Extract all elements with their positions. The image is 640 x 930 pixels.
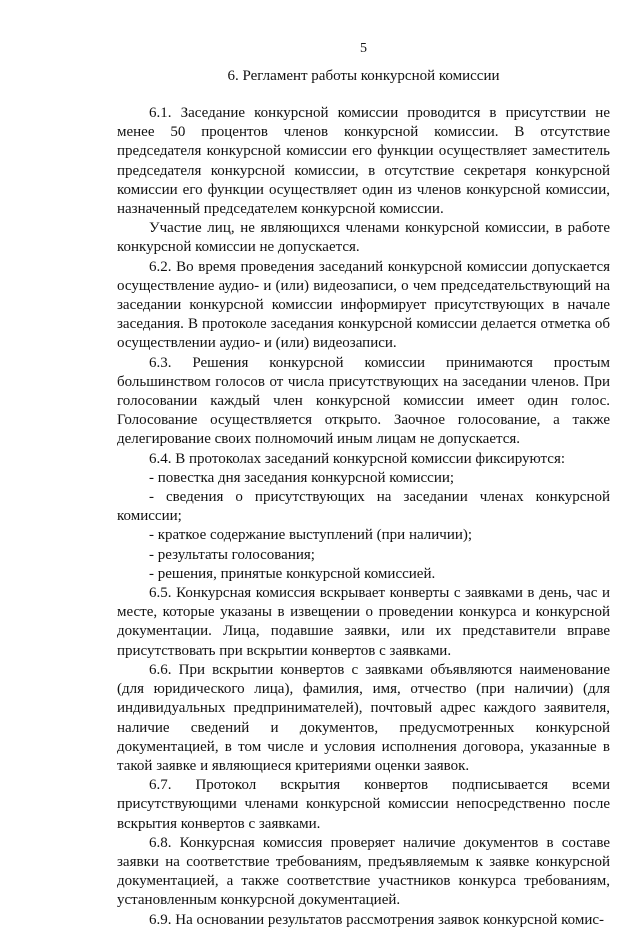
paragraph-6-9: 6.9. На основании результатов рассмотрения заявок конкурсной комис- [149,911,605,928]
list-item-agenda: - повестка дня заседания конкурсной комиссии; [149,469,455,486]
paragraph-participation: Участие лиц, не являющихся членами конкурсной комиссии, в работе конкурсной комиссии не допускается. [117,220,610,256]
paragraph-6-5: 6.5. Конкурсная комиссия вскрывает конверты с заявками в день, час и месте, которые указаны в извещении о проведении конкурса и конкурсной документации. Лица, подавшие заявки, или их представители вправе присутствовать при вскрытии конвертов с заявками. [117,585,610,659]
page-number: 5 [360,41,367,56]
list-item-attendees: - сведения о присутствующих на заседании членах конкурсной комиссии; [117,489,610,525]
paragraph-6-6: 6.6. При вскрытии конвертов с заявками объявляются наименование (для юридического лица), фамилия, имя, отчество (при наличии) (для индивидуальных предпринимателей), почтовый адрес каждого заявителя, наличие сведений и документов, предусмотренных конкурсной документацией, в том числе и условия исполнения договора, указанные в такой заявке и являющиеся критериями оценки заявок. [117,661,610,774]
paragraph-6-7: 6.7. Протокол вскрытия конвертов подписывается всеми присутствующими членами конкурсной комиссии непосредственно после вскрытия конвертов с заявками. [117,777,610,832]
paragraph-6-1: 6.1. Заседание конкурсной комиссии проводится в присутствии не менее 50 процентов членов конкурсной комиссии. В отсутствие председателя конкурсной комиссии его функции осуществляет заместитель председателя конкурсной комиссии, в отсутствие секретаря конкурсной комиссии его функции осуществляет один из членов конкурсной комиссии, назначенный председателем конкурсной комиссии. [117,105,610,218]
paragraph-6-4: 6.4. В протоколах заседаний конкурсной комиссии фиксируются: [149,450,566,467]
section-title: 6. Регламент работы конкурсной комиссии [227,68,500,84]
list-item-decisions: - решения, принятые конкурсной комиссией. [149,565,436,582]
list-item-voting-results: - результаты голосования; [149,546,315,563]
paragraph-6-3: 6.3. Решения конкурсной комиссии принимаются простым большинством голосов от числа присутствующих на заседании членов. При голосовании каждый член конкурсной комиссии имеет один голос. Голосование осуществляется открыто. Заочное голосование, а также делегирование своих полномочий иным лицам не допускается. [117,354,610,448]
list-item-speeches: - краткое содержание выступлений (при наличии); [149,527,473,544]
document-page [117,40,610,930]
paragraph-6-2: 6.2. Во время проведения заседаний конкурсной комиссии допускается осуществление аудио- и (или) видеозаписи, о чем председательствующий на заседании конкурсной комиссии информирует присутствующих в начале заседания. В протоколе заседания конкурсной комиссии делается отметка об осуществлении аудио- и (или) видеозаписи. [117,258,610,352]
paragraph-6-8: 6.8. Конкурсная комиссия проверяет наличие документов в составе заявки на соответствие требованиям, предъявляемым к заявке конкурсной документацией, а также соответствие участников конкурса требованиям, установленным конкурсной документацией. [117,834,610,909]
